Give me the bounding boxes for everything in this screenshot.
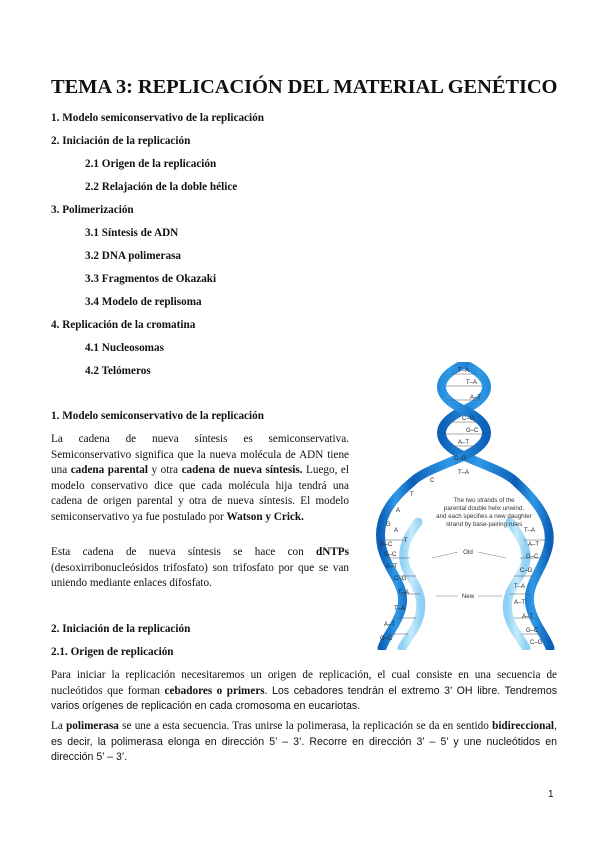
dna-replication-diagram — [366, 362, 562, 650]
svg-text:T–A: T–A — [458, 470, 470, 476]
section2-paragraph-2: La polimerasa se une a esta secuencia. Tras unirse la polimerasa, la replicación se da en sentido bidireccional, es decir, la polimerasa elonga en dirección 5’ – 3’. Recorre en dirección 3’ – 5’ y une nucleótidos en dirección 5’ – 3’. — [51, 720, 557, 764]
svg-text:C–G: C–G — [462, 416, 475, 422]
svg-text:C–G: C–G — [520, 568, 533, 574]
dna-replication-figure — [366, 362, 562, 650]
svg-text:C–G: C–G — [454, 456, 467, 462]
section1-paragraph-1: La cadena de nueva síntesis es semiconservativa. Semiconservativo significa que la nueva molécula de ADN tiene una cadena parental y otra cadena de nueva síntesis. Luego, el modelo conservativo dice que cada molécula hija tendrá una cadena de origen parental y otra de nueva síntesis. El modelo semiconservativo ya fue postulado por Watson y Crick. — [51, 433, 349, 523]
svg-text:T–A: T–A — [466, 380, 478, 386]
figure-caption — [436, 497, 532, 528]
toc-item-3: 3. Polimerización — [51, 204, 134, 216]
section1-paragraph-2: Esta cadena de nueva síntesis se hace con dNTPs (desoxirribonucleósidos trifosfato) son trifosfato por que se van uniendo mediante enlaces difosfato. — [51, 546, 349, 590]
svg-text:A–T: A–T — [386, 564, 398, 570]
svg-text:C–G: C–G — [394, 576, 407, 582]
svg-text:strand by base-pairing rules: strand by base-pairing rules — [445, 521, 523, 528]
toc-item-4: 4. Replicación de la cromatina — [51, 319, 196, 331]
svg-text:G–C: G–C — [526, 554, 539, 560]
svg-text:parental double helix unwind,: parental double helix unwind, — [443, 505, 525, 512]
svg-text:A–T: A–T — [458, 440, 470, 446]
svg-text:G: G — [386, 522, 391, 528]
toc-item-3-1: 3.1 Síntesis de ADN — [85, 227, 179, 239]
section2-1-heading: 2.1. Origen de replicación — [51, 646, 174, 658]
toc-item-2: 2. Iniciación de la replicación — [51, 135, 191, 147]
svg-text:C–G: C–G — [530, 640, 543, 646]
svg-text:T–A: T–A — [514, 584, 526, 590]
new-label: New — [461, 593, 475, 600]
svg-text:T–A: T–A — [398, 590, 410, 596]
svg-text:A: A — [394, 528, 399, 534]
svg-text:T: T — [410, 492, 414, 498]
section2-paragraph-1: Para iniciar la replicación necesitaremos un origen de replicación, el cual consiste en una secuencia de nucleótidos que forman cebadores o primers. Los cebadores tendrán el extremo 3’ OH libre. Tendremos varios orígenes de replicación en cada cromosoma en eucariotas. — [51, 669, 558, 713]
svg-text:T: T — [404, 538, 408, 544]
svg-text:G–C: G–C — [466, 428, 479, 434]
svg-text:G–C: G–C — [380, 636, 393, 642]
old-label: Old — [463, 549, 473, 556]
svg-text:G–C: G–C — [526, 628, 539, 634]
old-new-annotation — [432, 549, 506, 600]
toc-item-2-1: 2.1 Origen de la replicación — [85, 158, 217, 170]
toc-item-4-2: 4.2 Telómeros — [85, 365, 151, 377]
svg-text:The two strands of the: The two strands of the — [453, 497, 515, 504]
svg-text:T–A: T–A — [524, 528, 536, 534]
toc-item-3-2: 3.2 DNA polimerasa — [85, 250, 182, 262]
svg-text:G–C: G–C — [380, 542, 393, 548]
svg-text:T–A: T–A — [458, 368, 470, 374]
page-title: TEMA 3: REPLICACIÓN DEL MATERIAL GENÉTICO — [51, 76, 558, 98]
section2-heading: 2. Iniciación de la replicación — [51, 623, 191, 635]
toc-item-2-2: 2.2 Relajación de la doble hélice — [85, 181, 238, 193]
svg-text:A–T: A–T — [514, 600, 526, 606]
svg-text:A–T: A–T — [522, 614, 534, 620]
section1-heading: 1. Modelo semiconservativo de la replicación — [51, 410, 264, 422]
svg-text:A–T: A–T — [384, 622, 396, 628]
toc-item-1: 1. Modelo semiconservativo de la replicación — [51, 112, 264, 124]
toc-item-3-4: 3.4 Modelo de replisoma — [85, 296, 202, 308]
svg-text:A–T: A–T — [470, 395, 482, 401]
svg-text:and each specifies a new daugh: and each specifies a new daughter — [436, 513, 532, 520]
svg-text:C: C — [430, 478, 435, 484]
page-number: 1 — [548, 789, 554, 800]
svg-text:T–A: T–A — [394, 606, 406, 612]
svg-text:A: A — [396, 508, 401, 514]
toc-item-4-1: 4.1 Nucleosomas — [85, 342, 164, 354]
svg-text:A–T: A–T — [528, 542, 540, 548]
svg-text:G–C: G–C — [384, 552, 397, 558]
toc-item-3-3: 3.3 Fragmentos de Okazaki — [85, 273, 217, 285]
